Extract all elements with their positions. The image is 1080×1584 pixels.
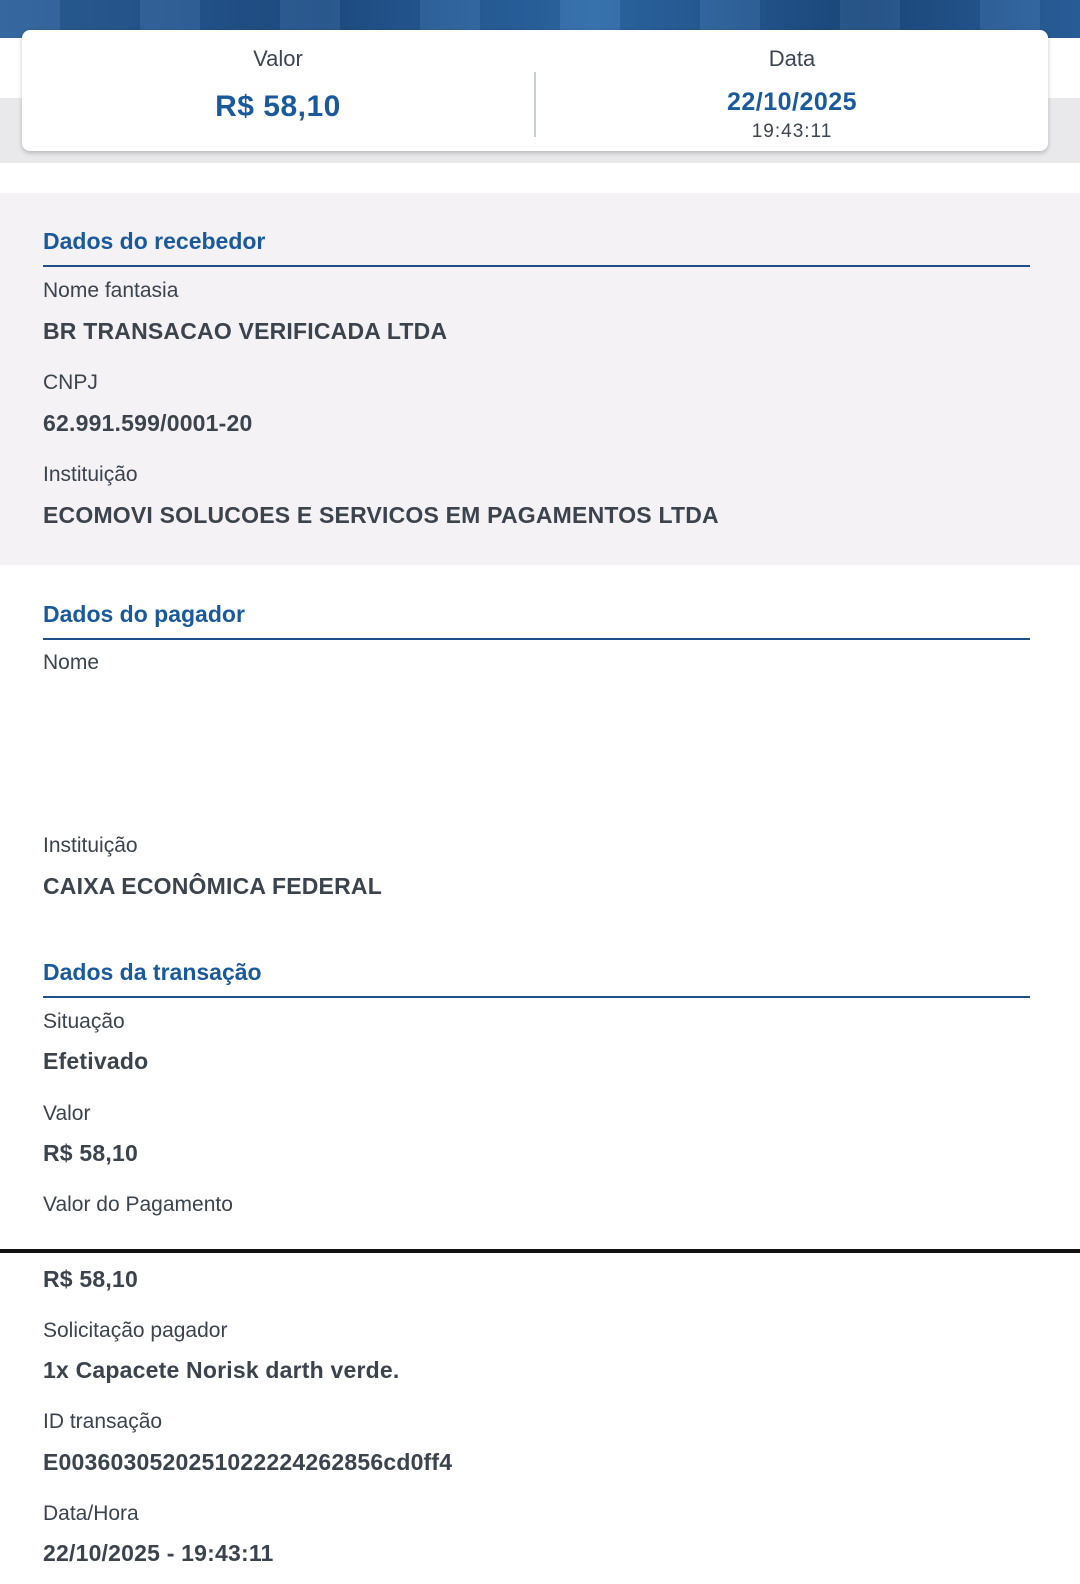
receiver-cnpj-value: 62.991.599/0001-20	[43, 410, 253, 436]
summary-value-label: Valor	[253, 46, 303, 71]
transaction-value-label: Valor	[43, 1102, 91, 1125]
summary-date	[536, 30, 1048, 151]
receiver-section-title: Dados do recebedor	[43, 228, 1030, 267]
page-break-line	[0, 1249, 1080, 1253]
receiver-institution-label: Instituição	[43, 463, 138, 486]
transaction-id-value: E0036030520251022224262856cd0ff4	[43, 1449, 453, 1475]
summary-card	[22, 30, 1048, 151]
summary-date-label: Data	[768, 46, 816, 71]
receiver-cnpj-label: CNPJ	[43, 371, 98, 394]
payer-institution-label: Instituição	[43, 834, 138, 857]
transaction-datetime-label: Data/Hora	[43, 1502, 139, 1525]
summary-value	[22, 30, 534, 151]
receiver-trade-name-value: BR TRANSACAO VERIFICADA LTDA	[43, 318, 448, 344]
summary-value-amount: R$ 58,10	[215, 90, 341, 123]
transaction-section-title: Dados da transação	[43, 959, 1030, 998]
summary-time-value: 19:43:11	[751, 121, 833, 142]
receiver-trade-name-label: Nome fantasia	[43, 279, 179, 302]
transaction-payer-request-value: 1x Capacete Norisk darth verde.	[43, 1357, 400, 1383]
transaction-payment-value-value: R$ 58,10	[43, 1266, 138, 1292]
transaction-id-label: ID transação	[43, 1410, 163, 1433]
payer-section-title: Dados do pagador	[43, 601, 1030, 640]
transaction-payer-request-label: Solicitação pagador	[43, 1319, 228, 1342]
receiver-section	[0, 193, 1080, 565]
payer-institution-value: CAIXA ECONÔMICA FEDERAL	[43, 873, 382, 899]
summary-date-value: 22/10/2025	[726, 88, 858, 116]
transaction-status-label: Situação	[43, 1010, 125, 1033]
transaction-datetime-value: 22/10/2025 - 19:43:11	[43, 1540, 274, 1566]
receiver-institution-value: ECOMOVI SOLUCOES E SERVICOS EM PAGAMENTOS LTDA	[43, 502, 719, 528]
transaction-payment-value-label: Valor do Pagamento	[43, 1193, 233, 1216]
transaction-status-value: Efetivado	[43, 1048, 149, 1074]
payer-name-label: Nome	[43, 651, 100, 674]
transaction-value-value: R$ 58,10	[43, 1140, 138, 1166]
